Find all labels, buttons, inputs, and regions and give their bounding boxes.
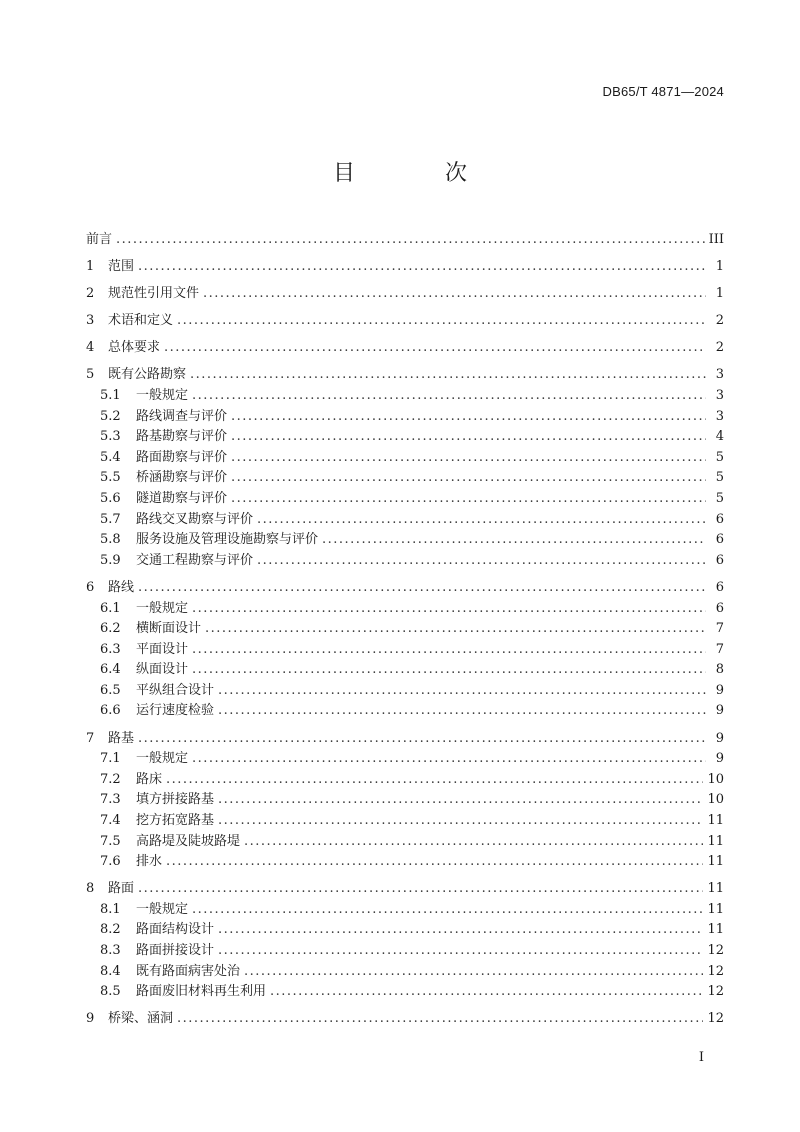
- toc-entry-number: 6.3: [100, 641, 121, 657]
- toc-entry-page: 3: [715, 367, 724, 383]
- toc-entry-number: 9: [86, 1011, 95, 1027]
- toc-entry-number: 8.2: [100, 922, 121, 938]
- toc-leader-dots: [218, 941, 703, 962]
- toc-leader-dots: [192, 640, 706, 661]
- toc-entry-number: 3: [86, 313, 95, 329]
- toc-entry-label: 运行速度检验: [136, 703, 215, 719]
- toc-entry-label: 高路堤及陡坡路堤: [136, 833, 241, 849]
- toc-entry-page: 11: [707, 812, 724, 828]
- toc-chapter-entry[interactable]: [86, 338, 724, 359]
- toc-section-entry[interactable]: [86, 551, 724, 572]
- toc-entry-number: 5.9: [100, 552, 121, 568]
- toc-entry-number: 5.1: [100, 388, 121, 404]
- toc-leader-dots: [192, 749, 706, 770]
- toc-entry-page: 6: [715, 511, 724, 527]
- toc-entry-label: 纵面设计: [136, 662, 189, 678]
- toc-section-entry[interactable]: [86, 660, 724, 681]
- toc-entry-label: 规范性引用文件: [108, 286, 200, 302]
- toc-entry-label: 总体要求: [108, 340, 161, 356]
- toc-leader-dots: [192, 386, 706, 407]
- toc-leader-dots: [244, 832, 703, 853]
- toc-entry-label: 服务设施及管理设施勘察与评价: [136, 532, 319, 548]
- toc-entry-number: 6.2: [100, 621, 121, 637]
- toc-leader-dots: [244, 962, 703, 983]
- toc-leader-dots: [218, 920, 703, 941]
- toc-chapter-entry[interactable]: [86, 1009, 724, 1030]
- toc-entry-page: 12: [707, 1011, 724, 1027]
- toc-section-entry[interactable]: [86, 599, 724, 620]
- toc-entry-label: 既有公路勘察: [108, 367, 187, 383]
- toc-chapter-entry[interactable]: [86, 311, 724, 332]
- toc-entry-number: 5.3: [100, 429, 121, 445]
- toc-leader-dots: [166, 770, 703, 791]
- toc-leader-dots: [257, 510, 706, 531]
- toc-section-entry[interactable]: [86, 407, 724, 428]
- toc-section-entry[interactable]: [86, 386, 724, 407]
- toc-section-entry[interactable]: [86, 530, 724, 551]
- toc-entry-page: 10: [707, 771, 724, 787]
- toc-entry-page: 6: [715, 579, 724, 595]
- toc-entry-number: 8.3: [100, 943, 121, 958]
- toc-entry-number: 7.6: [100, 854, 121, 870]
- toc-entry-number: 5.6: [100, 491, 121, 507]
- toc-leader-dots: [203, 284, 706, 305]
- toc-section-entry[interactable]: [86, 920, 724, 941]
- toc-entry-label: 路线调查与评价: [136, 408, 228, 424]
- toc-leader-dots: [270, 982, 703, 1003]
- toc-section-entry[interactable]: [86, 489, 724, 510]
- toc-entry-page: 2: [715, 340, 724, 356]
- toc-entry-page: 5: [715, 491, 724, 507]
- toc-entry-number: 5.2: [100, 408, 121, 424]
- toc-leader-dots: [138, 879, 703, 900]
- document-code: DB65/T 4871—2024: [602, 84, 724, 99]
- toc-entry-number: 6: [86, 579, 95, 595]
- toc-entry-label: 路基勘察与评价: [136, 429, 228, 445]
- toc-leader-dots: [231, 489, 706, 510]
- toc-section-entry[interactable]: [86, 900, 724, 921]
- toc-entry-page: 5: [715, 449, 724, 465]
- toc-section-entry[interactable]: [86, 701, 724, 722]
- toc-entry-page: 6: [715, 532, 724, 548]
- toc-chapter-entry[interactable]: [86, 729, 724, 750]
- toc-entry-label: 范围: [108, 259, 135, 275]
- toc-leader-dots: [138, 729, 706, 750]
- toc-leader-dots: [218, 701, 706, 722]
- toc-entry-label: 平面设计: [136, 641, 189, 657]
- toc-leader-dots: [190, 365, 706, 386]
- toc-section-entry[interactable]: [86, 962, 724, 983]
- toc-entry-number: 6.6: [100, 703, 121, 719]
- toc-entry-page: 3: [715, 388, 724, 404]
- toc-leader-dots: [231, 468, 706, 489]
- toc-entry-number: 8.1: [100, 901, 121, 917]
- toc-section-entry[interactable]: [86, 468, 724, 489]
- toc-leader-dots: [164, 338, 706, 359]
- toc-entry-label: 一般规定: [136, 600, 189, 616]
- toc-entry-label: 一般规定: [136, 751, 189, 767]
- toc-entry-number: 5.5: [100, 470, 121, 486]
- toc-section-entry[interactable]: [86, 510, 724, 531]
- toc-entry-page: 7: [715, 621, 724, 637]
- toc-entry-label: 挖方拓宽路基: [136, 812, 215, 828]
- toc-entry-page: 6: [715, 552, 724, 568]
- toc-entry-label: 路面结构设计: [136, 922, 215, 938]
- toc-entry-number: 7.5: [100, 833, 121, 849]
- toc-entry-page: 1: [715, 259, 724, 275]
- toc-section-entry[interactable]: [86, 941, 724, 962]
- toc-section-entry[interactable]: [86, 982, 724, 1003]
- toc-entry-page: 5: [715, 470, 724, 486]
- toc-leader-dots: [257, 551, 706, 572]
- toc-leader-dots: [166, 852, 703, 873]
- toc-entry-number: 7.2: [100, 771, 121, 787]
- toc-entry-label: 填方拼接路基: [136, 792, 215, 808]
- toc-leader-dots: [192, 900, 703, 921]
- toc-section-entry[interactable]: [86, 619, 724, 640]
- toc-chapter-entry[interactable]: [86, 257, 724, 278]
- toc-entry-label: 路面拼接设计: [136, 943, 215, 958]
- page-title: 目 次: [332, 161, 501, 186]
- toc-entry-page: 4: [715, 429, 724, 445]
- toc-entry-page: 2: [715, 313, 724, 329]
- toc-entry-number: 6.1: [100, 600, 121, 616]
- toc-entry-page: III: [708, 232, 724, 247]
- toc-section-entry[interactable]: [86, 770, 724, 791]
- toc-chapter-entry[interactable]: [86, 578, 724, 599]
- toc-entry-label: 一般规定: [136, 388, 189, 404]
- toc-leader-dots: [218, 790, 703, 811]
- toc-chapter-entry[interactable]: [86, 365, 724, 386]
- toc-entry-number: 2: [86, 286, 95, 302]
- toc-entry-number: 7.4: [100, 812, 121, 828]
- toc-entry-number: 7.3: [100, 792, 121, 808]
- toc-entry-label: 路面勘察与评价: [136, 449, 228, 465]
- toc-entry-label: 交通工程勘察与评价: [136, 552, 254, 568]
- toc-entry-label: 排水: [136, 854, 163, 870]
- toc-entry-label: 隧道勘察与评价: [136, 491, 228, 507]
- toc-entry-page: 9: [715, 682, 724, 698]
- toc-section-entry[interactable]: [86, 681, 724, 702]
- toc-entry-number: 8.5: [100, 984, 121, 1000]
- toc-entry-label: 路基: [108, 730, 135, 746]
- toc-entry-label: 路线交叉勘察与评价: [136, 511, 254, 527]
- toc-entry-label: 桥梁、涵洞: [108, 1011, 174, 1027]
- toc-entry-page: 11: [707, 854, 724, 870]
- toc-leader-dots: [205, 619, 706, 640]
- toc-entry-page: 11: [707, 833, 724, 849]
- toc-leader-dots: [231, 448, 706, 469]
- toc-leader-dots: [192, 599, 706, 620]
- toc-entry-page: 7: [715, 641, 724, 657]
- toc-chapter-entry[interactable]: [86, 284, 724, 305]
- toc-entry-number: 5.4: [100, 449, 121, 465]
- toc-entry-label: 一般规定: [136, 901, 189, 917]
- toc-entry-number: 5.8: [100, 532, 121, 548]
- toc-entry-page: 11: [707, 901, 724, 917]
- toc-section-entry[interactable]: [86, 749, 724, 770]
- toc-chapter-entry[interactable]: [86, 230, 724, 251]
- toc-entry-page: 12: [707, 943, 724, 958]
- toc-entry-number: 5.7: [100, 511, 121, 527]
- toc-entry-page: 9: [715, 751, 724, 767]
- toc-leader-dots: [231, 427, 706, 448]
- toc-entry-page: 12: [707, 984, 724, 1000]
- toc-entry-page: 9: [715, 730, 724, 746]
- toc-section-entry[interactable]: [86, 852, 724, 873]
- toc-section-entry[interactable]: [86, 448, 724, 469]
- toc-leader-dots: [116, 230, 705, 251]
- toc-entry-label: 前言: [86, 232, 113, 247]
- toc-section-entry[interactable]: [86, 427, 724, 448]
- toc-entry-label: 既有路面病害处治: [136, 963, 241, 979]
- toc-entry-number: 1: [86, 259, 95, 275]
- toc-leader-dots: [218, 811, 703, 832]
- toc-entry-page: 9: [715, 703, 724, 719]
- toc-entry-page: 1: [715, 286, 724, 302]
- toc-leader-dots: [218, 681, 706, 702]
- toc-entry-page: 3: [715, 408, 724, 424]
- toc-entry-page: 10: [707, 792, 724, 808]
- toc-entry-page: 11: [707, 922, 724, 938]
- toc-leader-dots: [177, 1009, 703, 1030]
- toc-entry-number: 8.4: [100, 963, 121, 979]
- toc-section-entry[interactable]: [86, 640, 724, 661]
- toc-section-entry[interactable]: [86, 790, 724, 811]
- toc-entry-number: 8: [86, 881, 95, 897]
- toc-leader-dots: [322, 530, 706, 551]
- table-of-contents: [86, 230, 724, 1030]
- toc-entry-number: 4: [86, 340, 95, 356]
- toc-entry-number: 6.5: [100, 682, 121, 698]
- toc-entry-label: 平纵组合设计: [136, 682, 215, 698]
- toc-entry-page: 8: [715, 662, 724, 678]
- toc-entry-page: 11: [707, 881, 724, 897]
- toc-section-entry[interactable]: [86, 832, 724, 853]
- toc-chapter-entry[interactable]: [86, 879, 724, 900]
- toc-entry-number: 7.1: [100, 751, 121, 767]
- page-number: I: [698, 1050, 704, 1065]
- toc-entry-label: 术语和定义: [108, 313, 174, 329]
- toc-entry-page: 12: [707, 963, 724, 979]
- toc-entry-number: 6.4: [100, 662, 121, 678]
- toc-leader-dots: [192, 660, 706, 681]
- toc-entry-number: 7: [86, 730, 95, 746]
- toc-entry-number: 5: [86, 367, 95, 383]
- toc-section-entry[interactable]: [86, 811, 724, 832]
- toc-entry-label: 路床: [136, 771, 163, 787]
- toc-leader-dots: [138, 578, 706, 599]
- toc-entry-page: 6: [715, 600, 724, 616]
- toc-entry-label: 路面: [108, 881, 135, 897]
- toc-entry-label: 横断面设计: [136, 621, 202, 637]
- toc-leader-dots: [231, 407, 706, 428]
- toc-leader-dots: [138, 257, 706, 278]
- toc-leader-dots: [177, 311, 706, 332]
- toc-entry-label: 路面废旧材料再生利用: [136, 984, 267, 1000]
- toc-entry-label: 路线: [108, 579, 135, 595]
- toc-entry-label: 桥涵勘察与评价: [136, 470, 228, 486]
